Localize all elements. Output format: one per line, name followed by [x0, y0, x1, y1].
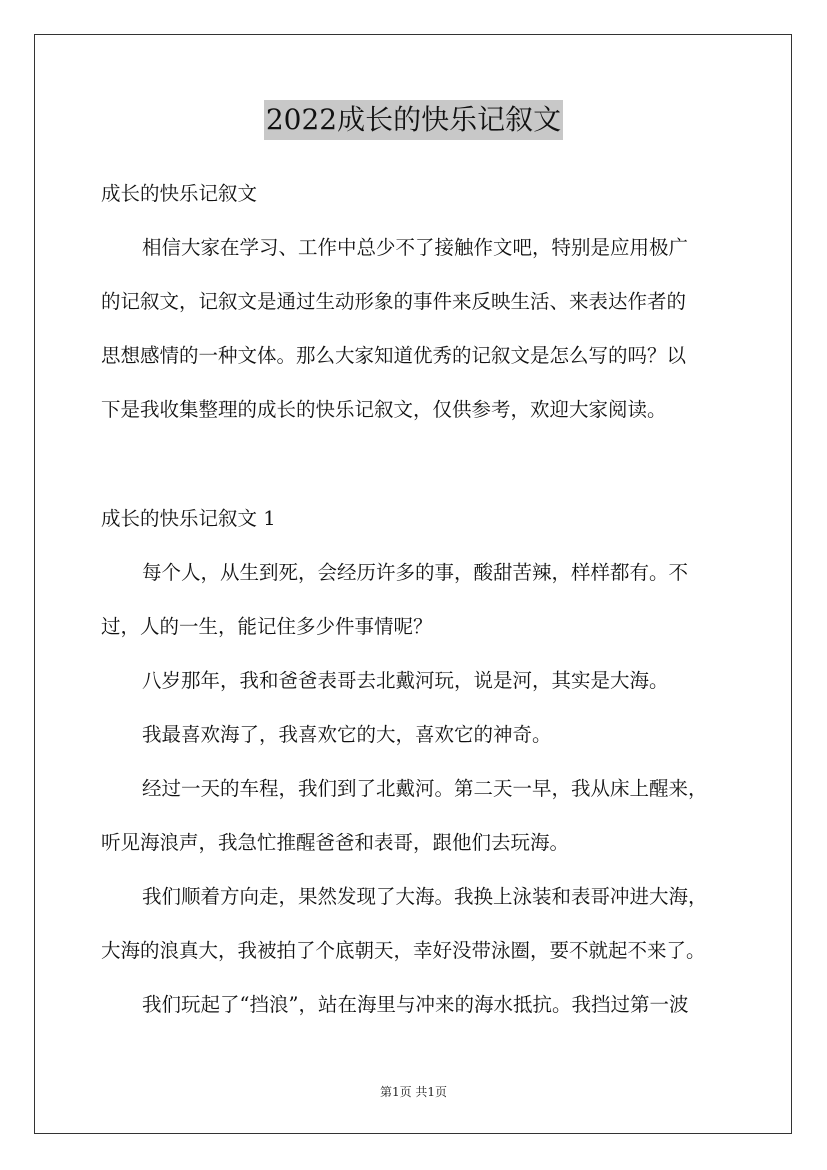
paragraph-line: 经过一天的车程，我们到了北戴河。第二天一早，我从床上醒来，	[142, 777, 708, 800]
paragraph-line: 听见海浪声，我急忙推醒爸爸和表哥，跟他们去玩海。	[101, 831, 570, 854]
paragraph-line: 过，人的一生，能记住多少件事情呢？	[101, 615, 433, 638]
intro-heading: 成长的快乐记叙文	[101, 182, 258, 205]
paragraph-line: 我们顺着方向走，果然发现了大海。我换上泳装和表哥冲进大海，	[142, 885, 708, 908]
title-wrapper	[0, 100, 827, 140]
section-heading: 成长的快乐记叙文 1	[101, 507, 276, 530]
document-title: 2022成长的快乐记叙文	[264, 100, 563, 140]
paragraph-line: 相信大家在学习、工作中总少不了接触作文吧，特别是应用极广	[142, 236, 689, 259]
paragraph-line: 每个人，从生到死，会经历许多的事，酸甜苦辣，样样都有。不	[142, 561, 689, 584]
paragraph-line: 我最喜欢海了，我喜欢它的大，喜欢它的神奇。	[142, 723, 552, 746]
paragraph-line: 的记叙文，记叙文是通过生动形象的事件来反映生活、来表达作者的	[101, 290, 687, 313]
paragraph-line: 八岁那年，我和爸爸表哥去北戴河玩，说是河，其实是大海。	[142, 669, 669, 692]
paragraph-line: 我们玩起了“挡浪”，站在海里与冲来的海水抵抗。我挡过第一波	[142, 993, 689, 1016]
paragraph-line: 下是我收集整理的成长的快乐记叙文，仅供参考，欢迎大家阅读。	[101, 398, 667, 421]
paragraph-line: 大海的浪真大，我被拍了个底朝天，幸好没带泳圈，要不就起不来了。	[101, 939, 706, 962]
paragraph-line: 思想感情的一种文体。那么大家知道优秀的记叙文是怎么写的吗？以	[101, 344, 687, 367]
page-number-footer: 第1页 共1页	[379, 1085, 448, 1099]
